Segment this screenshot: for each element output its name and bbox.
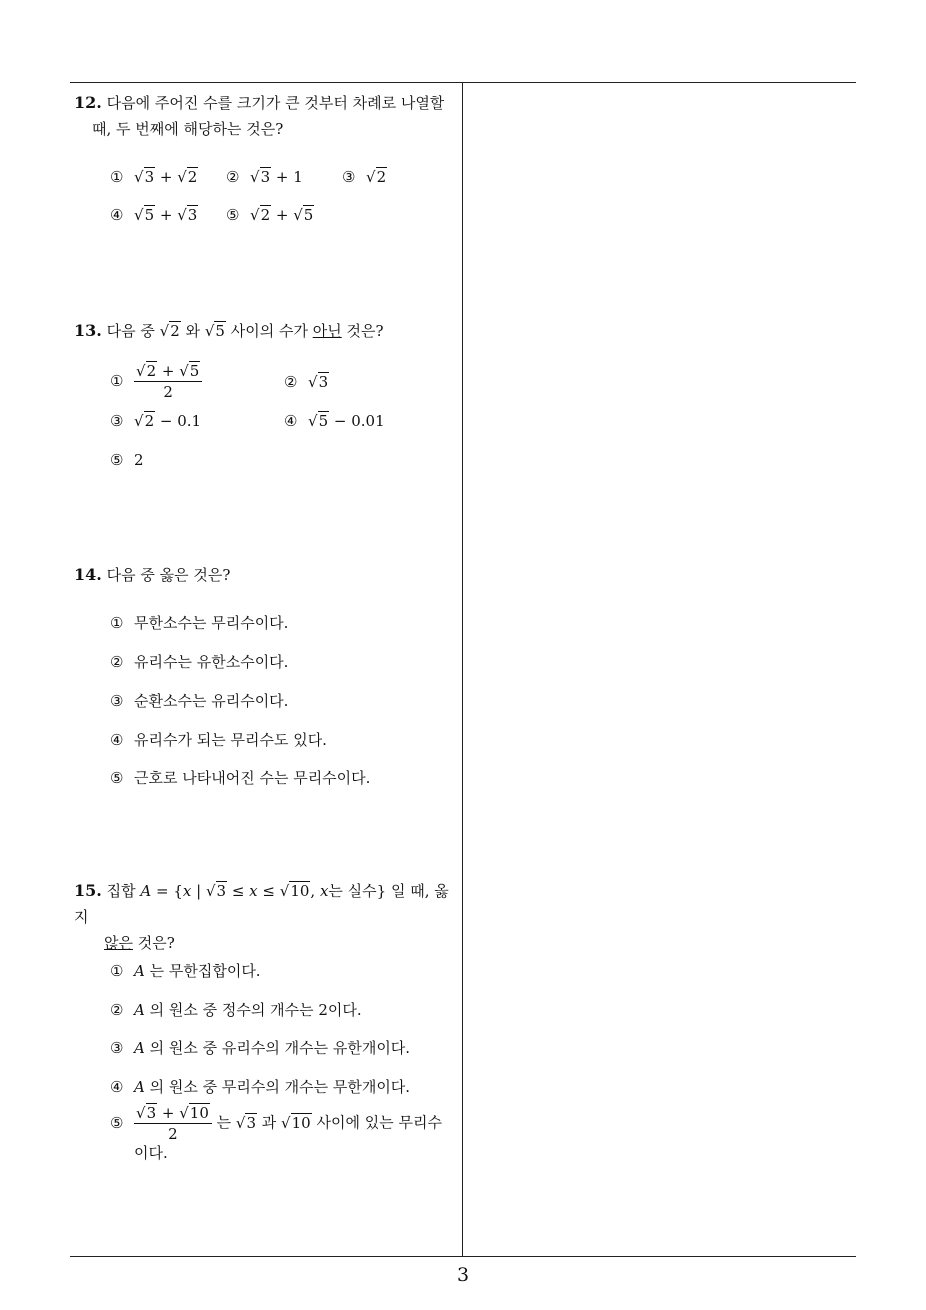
question-12 xyxy=(74,90,458,142)
question-14: 14. 다음 중 옳은 것은? xyxy=(74,565,231,584)
question-number: 12. xyxy=(74,93,102,112)
question-13: 13. 다음 중 √2 와 √5 사이의 수가 아닌 것은? xyxy=(74,321,384,340)
question-number: 13. xyxy=(74,321,102,340)
option-2[interactable]: ② 유리수는 유한소수이다. xyxy=(110,653,289,671)
option-4[interactable]: ④ 유리수가 되는 무리수도 있다. xyxy=(110,731,327,749)
option-2[interactable]: ② √3 + 1 xyxy=(226,168,303,186)
bottom-rule xyxy=(70,1256,856,1257)
option-5[interactable]: ⑤ √2 + √5 xyxy=(226,206,314,224)
option-5-cont: 이다. xyxy=(134,1144,168,1162)
option-3[interactable]: ③ √2 xyxy=(342,168,387,186)
page-number: 3 xyxy=(456,1264,470,1286)
column-divider xyxy=(462,82,463,1256)
option-4[interactable]: ④ √5 + √3 xyxy=(110,206,198,224)
question-number: 15. xyxy=(74,881,102,900)
option-4[interactable]: ④ √5 − 0.01 xyxy=(284,412,385,430)
option-2[interactable]: ② A 의 원소 중 정수의 개수는 2이다. xyxy=(110,1001,362,1019)
option-3[interactable]: ③ 순환소수는 유리수이다. xyxy=(110,692,289,710)
option-5[interactable]: ⑤ 근호로 나타내어진 수는 무리수이다. xyxy=(110,769,371,787)
top-rule xyxy=(70,82,856,83)
option-5[interactable]: ⑤ 2 xyxy=(110,451,144,469)
question-stem-cont: 때, 두 번째에 해당하는 것은? xyxy=(92,120,284,138)
fraction: $\frac{√3 + √10}{2}$ xyxy=(134,1104,212,1143)
underlined-word: 않은 xyxy=(104,934,133,952)
option-3[interactable]: ③ √2 − 0.1 xyxy=(110,412,202,430)
option-4[interactable]: ④ A 의 원소 중 무리수의 개수는 무한개이다. xyxy=(110,1078,411,1096)
option-1[interactable]: ① $\frac{√2 + √5}{2}$ xyxy=(110,362,202,401)
option-2[interactable]: ② √3 xyxy=(284,373,329,391)
option-3[interactable]: ③ A 의 원소 중 유리수의 개수는 유한개이다. xyxy=(110,1039,411,1057)
fraction: $\frac{√2 + √5}{2}$ xyxy=(134,362,202,401)
option-1[interactable]: ① 무한소수는 무리수이다. xyxy=(110,614,289,632)
question-number: 14. xyxy=(74,565,102,584)
option-5[interactable]: ⑤ $\frac{√3 + √10}{2}$ 는 √3 과 √10 사이에 있는 무리수 xyxy=(110,1104,442,1143)
option-1[interactable]: ① A 는 무한집합이다. xyxy=(110,962,261,980)
option-1[interactable]: ① √3 + √2 xyxy=(110,168,198,186)
question-15: 15. 집합 A = {x | √3 ≤ x ≤ √10, x는 실수} 일 때, 옳지 않은 것은? xyxy=(74,881,449,952)
underlined-word: 아닌 xyxy=(312,322,342,340)
question-stem: 다음에 주어진 수를 크기가 큰 것부터 차례로 나열할 xyxy=(106,94,445,112)
